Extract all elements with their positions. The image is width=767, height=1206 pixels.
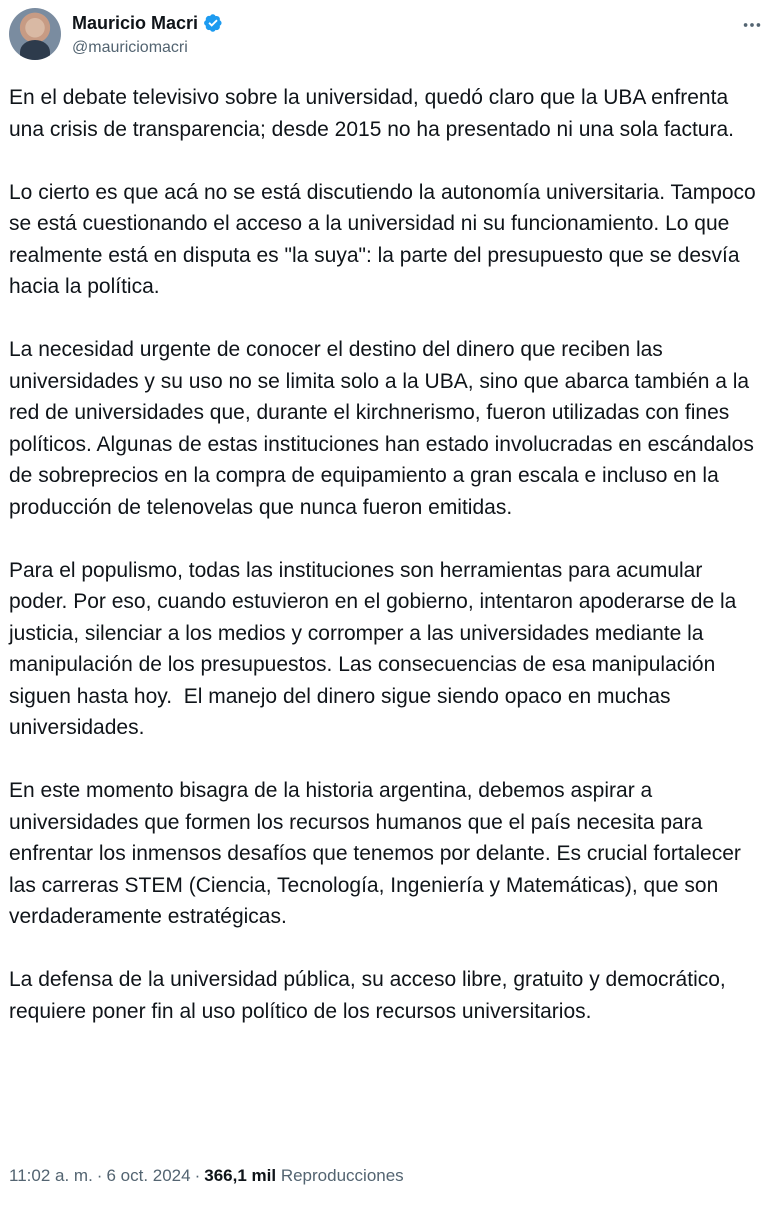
author-block bbox=[72, 11, 692, 59]
author-display-name[interactable]: Mauricio Macri bbox=[72, 13, 199, 33]
meta-separator: · bbox=[96, 1166, 103, 1185]
tweet-date: 6 oct. 2024 bbox=[106, 1166, 191, 1185]
avatar[interactable] bbox=[9, 8, 61, 60]
tweet-paragraph: Lo cierto es que acá no se está discutiendo la autonomía universitaria. Tampoco se está cuestionando el acceso a la universidad ni su funcionamiento. Lo que realmente está en disputa es "la suya": la parte del presupuesto que se desvía hacia la política. bbox=[9, 180, 762, 298]
meta-separator: · bbox=[194, 1166, 201, 1185]
tweet-header bbox=[9, 8, 759, 64]
author-name-row bbox=[72, 11, 692, 35]
more-options-icon[interactable] bbox=[737, 13, 767, 37]
tweet-meta bbox=[9, 1162, 404, 1190]
author-handle[interactable]: @mauriciomacri bbox=[72, 39, 188, 56]
tweet-paragraph: Para el populismo, todas las instituciones son herramientas para acumular poder. Por eso, cuando estuvieron en el gobierno, intentaron apoderarse de la justicia, silenciar a los medios y corromper a las universidades mediante la manipulación de los presupuestos. Las consecuencias de esa manipulación siguen hasta hoy. El manejo del dinero sigue siendo opaco en muchas universidades. bbox=[9, 558, 743, 739]
verified-badge-icon bbox=[203, 13, 223, 33]
tweet-paragraph: En el debate televisivo sobre la universidad, quedó claro que la UBA enfrenta una crisis de transparencia; desde 2015 no ha presentado ni una sola factura. bbox=[9, 86, 734, 141]
views-count: 366,1 mil bbox=[204, 1166, 277, 1185]
tweet-paragraph: La necesidad urgente de conocer el destino del dinero que reciben las universidades y su uso no se limita solo a la UBA, sino que abarca también a la red de universidades que, durante el kirchnerismo, fueron utilizadas con fines políticos. Algunas de estas instituciones han estado involucradas en escándalos de sobreprecios en la compra de equipamiento a gran escala e incluso en la producción de telenovelas que nunca fueron emitidas. bbox=[9, 338, 760, 519]
tweet-paragraph: La defensa de la universidad pública, su acceso libre, gratuito y democrático, requiere poner fin al uso político de los recursos universitarios. bbox=[9, 968, 732, 1023]
views-label[interactable]: Reproducciones bbox=[280, 1166, 404, 1185]
tweet-time-link[interactable] bbox=[9, 1166, 191, 1185]
tweet-text bbox=[9, 82, 761, 1027]
tweet-time: 11:02 a. m. bbox=[9, 1166, 93, 1185]
tweet-paragraph: En este momento bisagra de la historia argentina, debemos aspirar a universidades que formen los recursos humanos que el país necesita para enfrentar los inmensos desafíos que tenemos por delante. Es crucial fortalecer las carreras STEM (Ciencia, Tecnología, Ingeniería y Matemáticas), que son verdaderamente estratégicas. bbox=[9, 779, 747, 928]
more-dots-icon bbox=[741, 14, 763, 36]
